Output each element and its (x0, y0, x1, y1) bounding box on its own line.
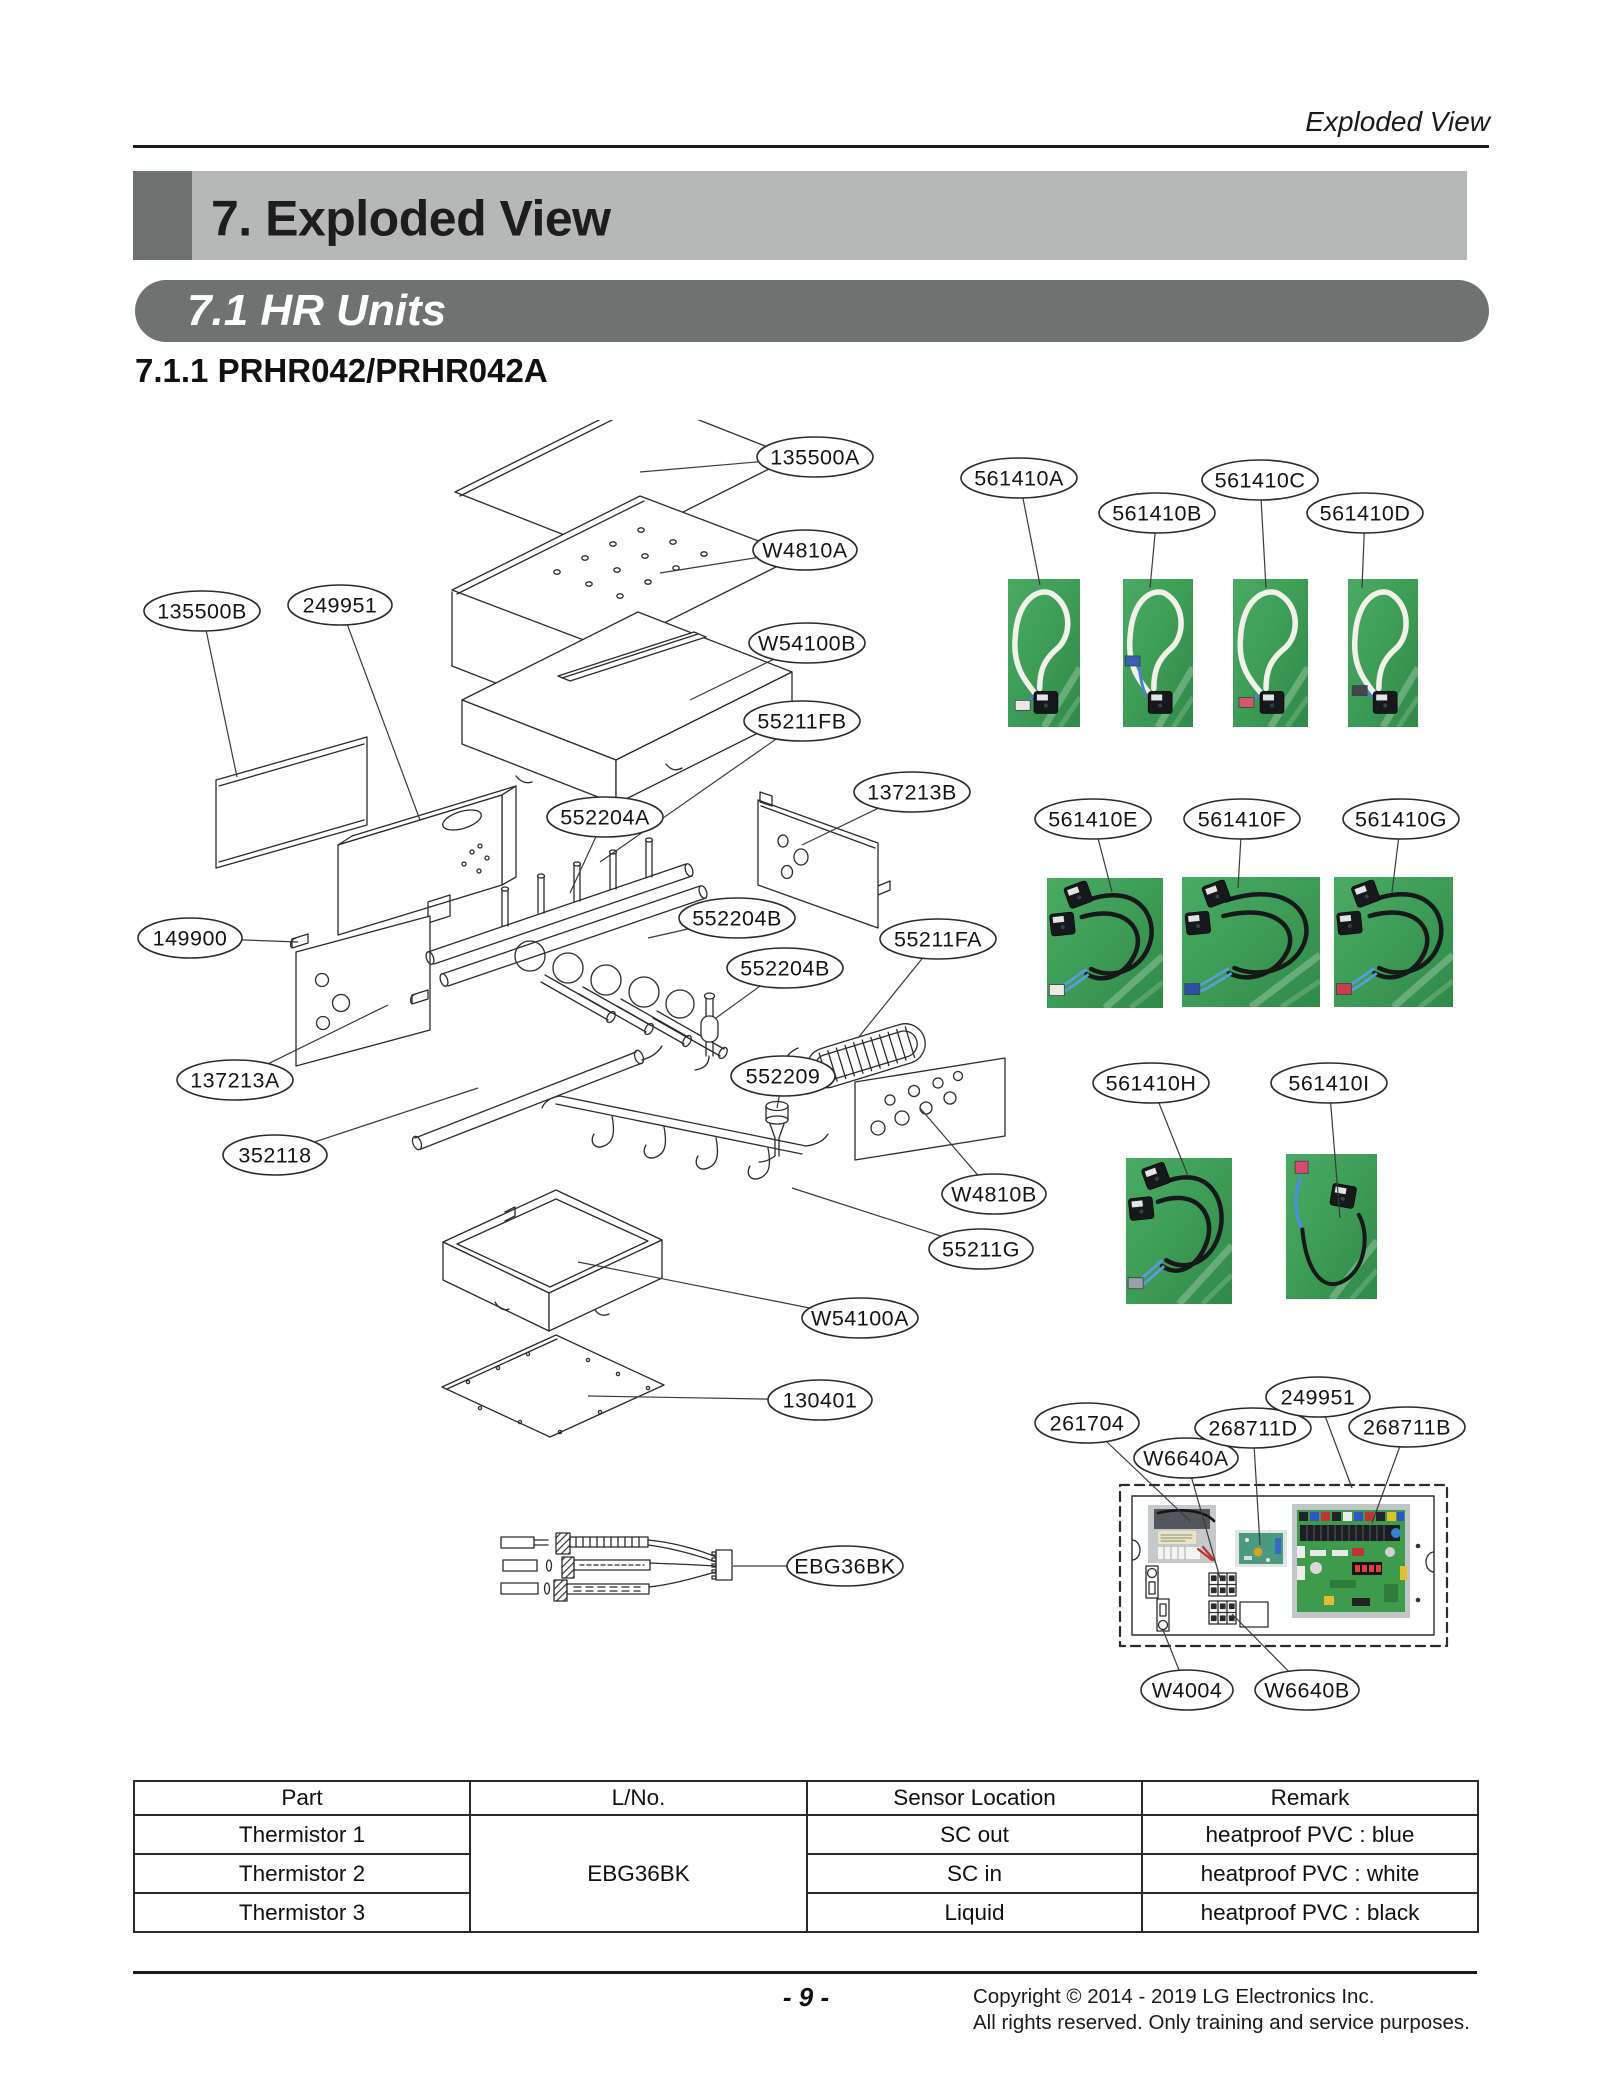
photo-561410C (1233, 579, 1308, 727)
svg-text:W54100A: W54100A (811, 1306, 909, 1331)
callout-261704 (1035, 1403, 1139, 1443)
svg-text:561410H: 561410H (1105, 1071, 1197, 1096)
callout-352118 (223, 1135, 327, 1175)
svg-text:137213B: 137213B (867, 780, 957, 805)
svg-text:130401: 130401 (782, 1388, 858, 1413)
callout-W54100B (749, 623, 865, 663)
col-header-sensor-location: Sensor Location (807, 1781, 1142, 1815)
svg-text:55211FB: 55211FB (757, 709, 847, 734)
callout-249951-2 (1266, 1377, 1370, 1417)
connector (1336, 984, 1351, 995)
callout-561410F (1184, 799, 1300, 839)
callout-135500B (144, 591, 260, 631)
part-W4004-fuse (1157, 1599, 1169, 1631)
svg-text:W4004: W4004 (1151, 1678, 1223, 1703)
callout-561410H (1093, 1063, 1209, 1103)
svg-text:552209: 552209 (745, 1064, 821, 1089)
sensor-head (1260, 691, 1284, 713)
connector (1049, 985, 1064, 996)
part-149900-clip (291, 934, 308, 948)
photo-561410F (1182, 877, 1320, 1007)
cell-remark-2: heatproof PVC : white (1142, 1854, 1478, 1893)
exploded-view-diagram (0, 420, 1600, 1750)
sensor-head (1336, 911, 1362, 935)
table-row (134, 1815, 1478, 1854)
connector (1295, 1161, 1308, 1173)
svg-text:561410B: 561410B (1112, 501, 1202, 526)
callout-561410E (1035, 799, 1151, 839)
sensor-head (1049, 912, 1075, 936)
callout-249951-1 (288, 585, 392, 625)
connector (1185, 984, 1200, 995)
section-bar (135, 280, 1489, 342)
callout-137213B (854, 772, 970, 812)
svg-text:561410C: 561410C (1214, 468, 1306, 493)
callout-55211FB (744, 701, 860, 741)
svg-text:268711D: 268711D (1208, 1416, 1298, 1441)
page-number: - 9 - (782, 1982, 830, 2012)
svg-text:561410F: 561410F (1197, 807, 1287, 832)
small-pcb-photo (1235, 1530, 1287, 1567)
callout-561410G (1343, 799, 1459, 839)
sensor-head (1373, 691, 1397, 713)
cell-part-2: Thermistor 2 (134, 1854, 470, 1893)
callout-561410C (1202, 460, 1318, 500)
svg-text:249951: 249951 (302, 593, 378, 618)
copyright-line-2: All rights reserved. Only training and service purposes. (973, 2011, 1470, 2034)
part-EBG36BK-drawing (501, 1533, 732, 1601)
leader-135500B (202, 611, 237, 777)
terminal-block-W6640B (1209, 1601, 1236, 1624)
chapter-banner-accent-square (133, 171, 192, 260)
part-352118-drawing (411, 1046, 662, 1151)
callout-268711B (1349, 1407, 1465, 1447)
callout-137213A (177, 1060, 293, 1100)
connector (1239, 697, 1254, 707)
table-header-row (134, 1781, 1478, 1815)
pcb-box-drawing (1120, 1485, 1447, 1646)
cell-remark-1: heatproof PVC : blue (1142, 1815, 1478, 1854)
terminal-block-W6640A (1209, 1573, 1236, 1596)
connector (1352, 686, 1367, 696)
callout-552209 (731, 1056, 835, 1096)
part-130401-drawing (442, 1335, 664, 1437)
cell-part-1: Thermistor 1 (134, 1815, 470, 1854)
part-552209-valve-drawing (759, 1102, 788, 1163)
callout-552204B-1 (679, 898, 795, 938)
part-552204B-drawing (695, 993, 718, 1070)
part-W54100A-drawing (443, 1190, 662, 1331)
photo-561410D (1348, 579, 1418, 727)
cell-lno: EBG36BK (470, 1815, 807, 1932)
svg-text:W4810B: W4810B (951, 1182, 1037, 1207)
callout-552204B-2 (727, 948, 843, 988)
callout-W4004 (1141, 1670, 1233, 1710)
callout-W54100A (802, 1298, 918, 1338)
running-header-title: Exploded View (1305, 106, 1490, 137)
svg-text:W6640A: W6640A (1143, 1446, 1229, 1471)
callout-561410A (961, 458, 1077, 498)
sensor-head (1034, 691, 1058, 713)
svg-text:55211FA: 55211FA (894, 927, 982, 952)
callout-552204A (547, 797, 663, 837)
copyright-notice (973, 1984, 1493, 2036)
svg-text:W4810A: W4810A (762, 538, 848, 563)
svg-text:561410I: 561410I (1288, 1071, 1370, 1096)
sensor-head (1148, 691, 1172, 713)
part-W54100B-drawing (462, 612, 792, 804)
part-261704-fuse (1146, 1566, 1158, 1598)
callout-149900 (138, 918, 242, 958)
sensor-head (1128, 1196, 1154, 1220)
svg-text:135500A: 135500A (770, 445, 860, 470)
large-pcb-photo (1292, 1504, 1410, 1618)
callout-561410D (1307, 493, 1423, 533)
photo-561410G (1334, 877, 1453, 1007)
connector (1128, 1278, 1143, 1289)
svg-text:W54100B: W54100B (758, 631, 856, 656)
callout-561410I (1271, 1063, 1387, 1103)
section-title: 7.1 HR Units (187, 286, 447, 335)
photo-561410A (1008, 579, 1080, 727)
callout-561410B (1099, 493, 1215, 533)
photo-561410E (1047, 878, 1163, 1008)
cell-part-3: Thermistor 3 (134, 1893, 470, 1932)
footer-rule (133, 1971, 1477, 1974)
cell-location-3: Liquid (807, 1893, 1142, 1932)
col-header-remark: Remark (1142, 1781, 1478, 1815)
connector (1015, 700, 1030, 710)
chapter-title: 7. Exploded View (211, 189, 611, 246)
photo-561410B (1123, 579, 1193, 727)
sensor-head (1329, 1183, 1356, 1209)
svg-text:249951: 249951 (1280, 1385, 1356, 1410)
cell-location-2: SC in (807, 1854, 1142, 1893)
callout-135500A (757, 437, 873, 477)
callout-W6640B (1255, 1670, 1359, 1710)
svg-text:561410D: 561410D (1319, 501, 1411, 526)
svg-text:561410G: 561410G (1355, 807, 1447, 832)
photo-561410H (1126, 1158, 1232, 1304)
svg-text:149900: 149900 (152, 926, 228, 951)
callout-EBG36BK (787, 1546, 903, 1586)
callout-55211G (929, 1229, 1033, 1269)
svg-text:561410A: 561410A (974, 466, 1064, 491)
chapter-banner (133, 171, 1467, 260)
callout-W4810B (942, 1174, 1046, 1214)
svg-text:352118: 352118 (238, 1143, 312, 1168)
header-rule (133, 145, 1489, 148)
sensor-photos (1008, 579, 1453, 1304)
svg-text:135500B: 135500B (157, 599, 247, 624)
col-header-lno: L/No. (470, 1781, 807, 1815)
cell-location-1: SC out (807, 1815, 1142, 1854)
connector (1125, 656, 1140, 666)
svg-text:561410E: 561410E (1048, 807, 1138, 832)
callout-55211FA (880, 919, 996, 959)
subsection-title: 7.1.1 PRHR042/PRHR042A (135, 352, 548, 389)
callout-W4810A (753, 530, 857, 570)
thermistor-table (133, 1780, 1479, 1933)
part-137213A-drawing (291, 916, 430, 1066)
svg-text:261704: 261704 (1049, 1411, 1125, 1436)
svg-text:268711B: 268711B (1363, 1415, 1451, 1440)
photo-561410I (1286, 1154, 1377, 1299)
svg-text:137213A: 137213A (190, 1068, 280, 1093)
svg-text:55211G: 55211G (942, 1237, 1020, 1262)
cell-remark-3: heatproof PVC : black (1142, 1893, 1478, 1932)
callout-130401 (768, 1380, 872, 1420)
copyright-line-1: Copyright © 2014 - 2019 LG Electronics Inc. (973, 1985, 1375, 2008)
svg-text:552204B: 552204B (740, 956, 830, 981)
svg-text:552204A: 552204A (560, 805, 650, 830)
col-header-part: Part (134, 1781, 470, 1815)
sensor-head (1185, 911, 1211, 935)
svg-text:552204B: 552204B (692, 906, 782, 931)
svg-text:EBG36BK: EBG36BK (794, 1554, 896, 1579)
svg-text:W6640B: W6640B (1264, 1678, 1350, 1703)
